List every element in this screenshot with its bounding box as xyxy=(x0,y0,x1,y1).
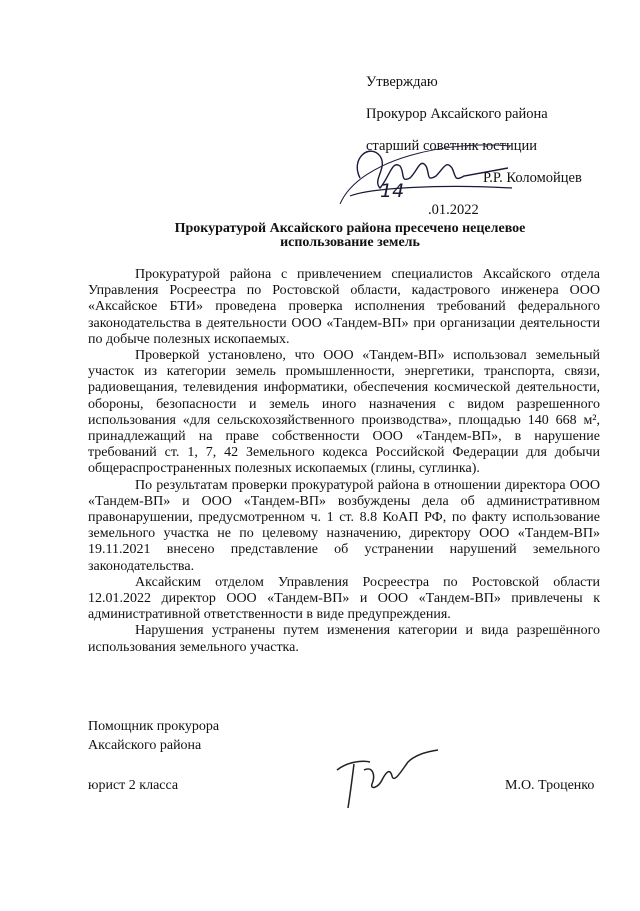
paragraph: Прокуратурой района с привлечением специалистов Аксайского отдела Управления Росреестра по Ростовской области, кадастрового инженера ООО «Аксайское БТИ» проведена проверка исполнения требований федерального законодательства в деятельности ООО «Тандем-ВП» при организации деятельности по добыче полезных ископаемых. xyxy=(88,267,600,347)
approval-date: .01.2022 xyxy=(428,202,479,218)
signature-position-line1: Помощник прокурора xyxy=(88,719,220,734)
handwritten-day: 14 xyxy=(380,180,405,202)
assistant-signature-icon xyxy=(332,740,442,812)
approval-name: Р.Р. Коломойцев xyxy=(483,170,582,186)
paragraph: По результатам проверки прокуратурой района в отношении директора ООО «Тандем-ВП» и ООО «Тандем-ВП» возбуждены дела об административном правонарушении, предусмотренном ч. 1 ст. 8.8 КоАП РФ, по факту использование земельного участка не по целевому назначению, директору ООО «Тандем-ВП» 19.11.2021 внесено представление об устранении нарушений земельного законодательства. xyxy=(88,477,600,574)
signature-rank: юрист 2 класса xyxy=(88,778,179,793)
signer-name: М.О. Троценко xyxy=(505,778,595,793)
approval-line-rank: старший советник юстиции xyxy=(366,138,537,154)
paragraph: Проверкой установлено, что ООО «Тандем-ВП» использовал земельный участок из категории земель промышленности, энергетики, транспорта, связи, радиовещания, телевидения информатики, обеспечения космической деятельности, обороны, безопасности и земель иного назначения с видом разрешенного использования «для сельскохозяйственного производства», площадью 140 668 м², принадлежащий на праве собственности ООО «Тандем-ВП», в нарушение требований ст. 1, 7, 42 Земельного кодекса Российской Федерации для добычи общераспространенных полезных ископаемых (глины, суглинка). xyxy=(88,348,600,477)
prosecutor-signature-icon xyxy=(330,118,520,208)
document-body xyxy=(88,267,600,656)
paragraph: Аксайским отделом Управления Росреестра по Ростовской области 12.01.2022 директор ООО «Тандем-ВП» и ООО «Тандем-ВП» привлечены к административной ответственности в виде предупреждения. xyxy=(88,574,600,623)
document-title: Прокуратурой Аксайского района пресечено нецелевое использование земель xyxy=(174,221,526,250)
paragraph: Нарушения устранены путем изменения категории и вида разрешённого использования земельного участка. xyxy=(88,623,600,655)
signature-position xyxy=(88,717,219,755)
approval-line-approve: Утверждаю xyxy=(366,74,438,90)
signature-position-line2: Аксайского района xyxy=(88,738,202,753)
approval-line-position: Прокурор Аксайского района xyxy=(366,106,548,122)
